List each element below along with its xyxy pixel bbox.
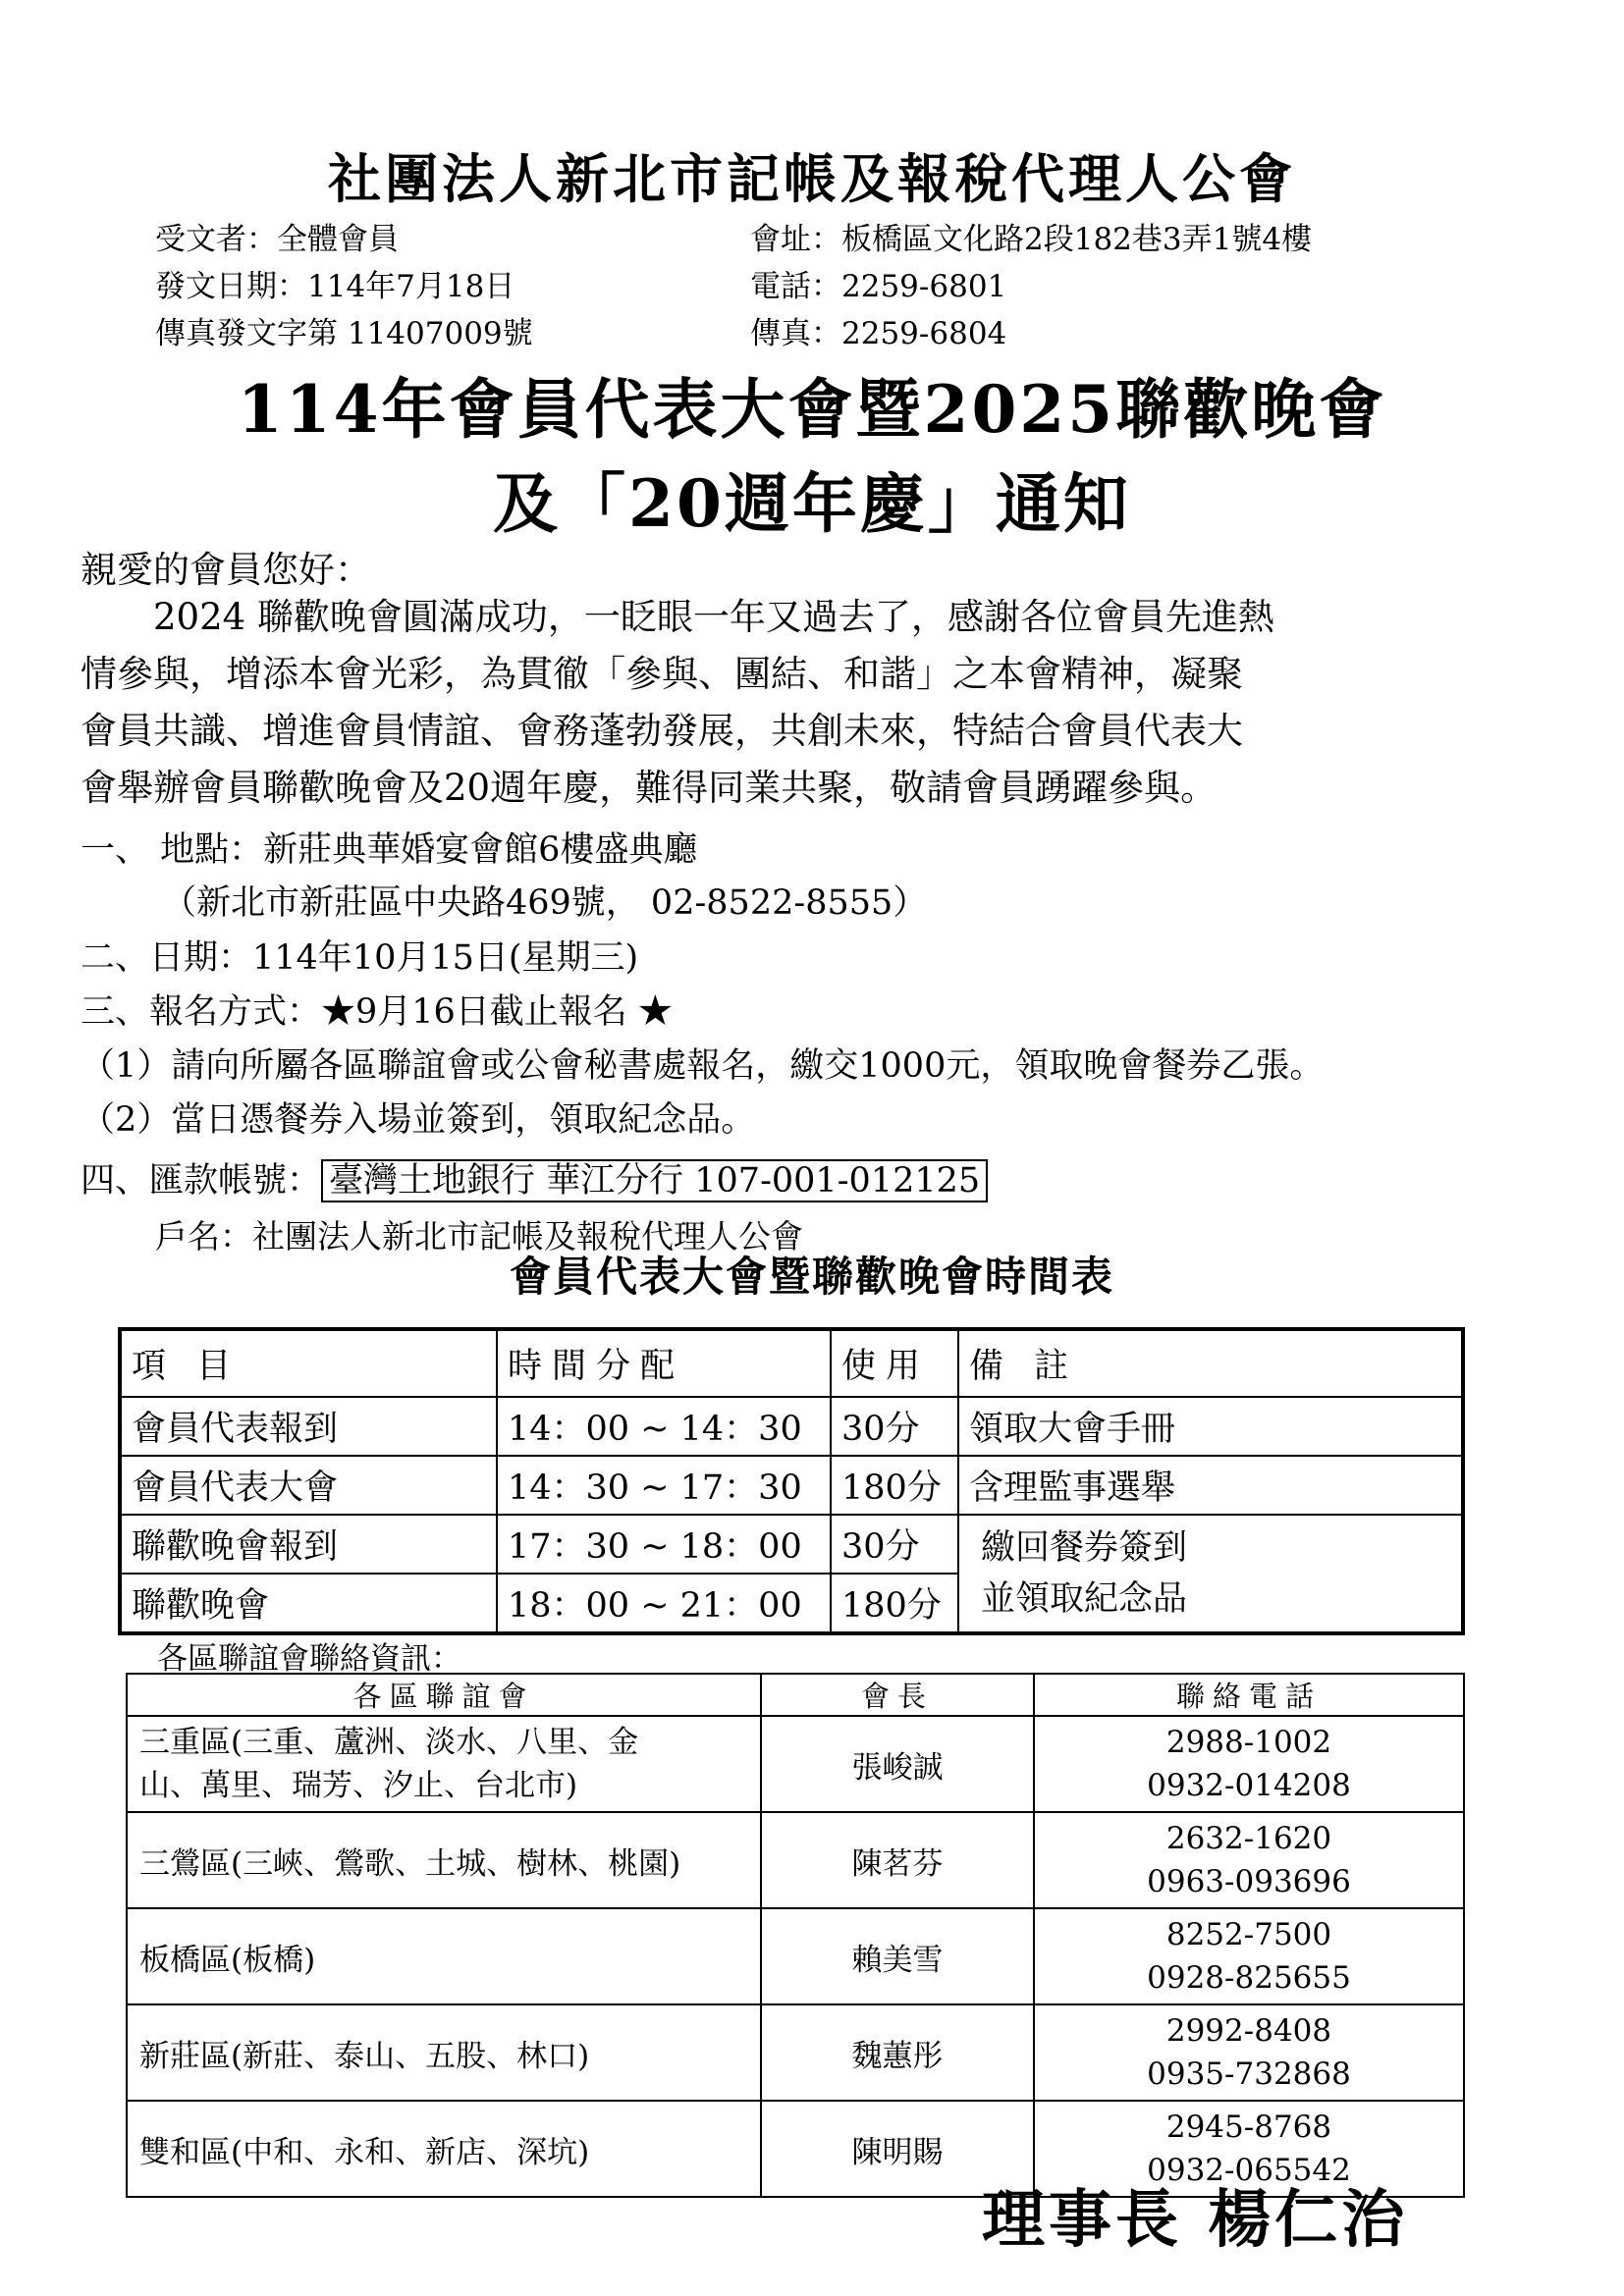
contact-chair: 賴美雪 <box>761 1908 1034 2004</box>
contact-area: 新莊區(新莊、泰山、五股、林口) <box>127 2004 761 2101</box>
contact-phone <box>1034 1908 1464 2004</box>
contact-phone-line: 2992-8408 <box>1165 2013 1332 2049</box>
contact-phone-line: 2945-8768 <box>1165 2109 1332 2145</box>
contact-row <box>127 1908 1464 2004</box>
contact-phone-mobile: 0932-014208 <box>1147 1768 1351 1803</box>
contact-phone-mobile: 0963-093696 <box>1147 1864 1351 1899</box>
organization-title: 社團法人新北市記帳及報稅代理人公會 <box>328 147 1296 210</box>
contact-phone <box>1034 1812 1464 1908</box>
office-address: 會址：板橋區文化路2段182巷3弄1號4樓 <box>750 222 1313 257</box>
schedule-header-note: 備 註 <box>958 1329 1463 1397</box>
account-name: 戶名：社團法人新北市記帳及報稅代理人公會 <box>155 1217 803 1255</box>
schedule-header-row <box>120 1329 1463 1397</box>
greeting: 親愛的會員您好： <box>81 549 371 591</box>
notice-title-line2: 及「20週年慶」通知 <box>493 465 1131 542</box>
schedule-header-duration: 使用 <box>831 1329 958 1397</box>
issue-date: 發文日期：114年7月18日 <box>155 269 515 304</box>
schedule-note: 繳回餐券簽到 <box>981 1528 1188 1568</box>
contact-chair: 魏蕙彤 <box>761 2004 1034 2101</box>
contacts-header-phone: 聯絡電話 <box>1034 1674 1464 1716</box>
contacts-label: 各區聯誼會聯絡資訊： <box>157 1641 461 1677</box>
office-fax: 傳真：2259-6804 <box>750 316 1007 351</box>
item-account <box>81 1153 988 1202</box>
recipient: 受文者：全體會員 <box>155 222 399 257</box>
schedule-duration: 180分 <box>831 1574 958 1633</box>
contact-phone-mobile: 0928-825655 <box>1147 1960 1351 1996</box>
schedule-item: 會員代表大會 <box>120 1456 497 1515</box>
schedule-time: 17：30 ~ 18：00 <box>497 1515 831 1574</box>
body-line-1: 2024 聯歡晚會圓滿成功，一眨眼一年又過去了，感謝各位會員先進熱 <box>81 596 1274 638</box>
item-location: 一、 地點：新莊典華婚宴會館6樓盛典廳 <box>81 830 698 870</box>
notice-title-line1: 114年會員代表大會暨2025聯歡晚會 <box>237 371 1387 448</box>
contact-row <box>127 1716 1464 1812</box>
contact-chair: 陳茗芬 <box>761 1812 1034 1908</box>
body-line-2: 情參與，增添本會光彩，為貫徹「參與、團結、和諧」之本會精神，凝聚 <box>81 653 1243 695</box>
schedule-row <box>120 1456 1463 1515</box>
schedule-header-time: 時間分配 <box>497 1329 831 1397</box>
item-registration-step-2: （2）當日憑餐券入場並簽到，領取紀念品。 <box>81 1100 756 1140</box>
contact-phone-mobile: 0932-065542 <box>1147 2153 1351 2188</box>
contact-phone <box>1034 1716 1464 1812</box>
schedule-item: 聯歡晚會 <box>120 1574 497 1633</box>
account-label: 四、匯款帳號： <box>81 1161 322 1201</box>
contact-row <box>127 2004 1464 2101</box>
schedule-row <box>120 1515 1463 1574</box>
item-location-detail: （新北市新莊區中央路469號， 02-8522-8555） <box>162 883 928 923</box>
contact-area-line: 三重區(三重、蘆洲、淡水、八里、金 <box>139 1725 639 1760</box>
contact-phone-line: 8252-7500 <box>1165 1917 1332 1952</box>
contact-area: 雙和區(中和、永和、新店、深坑) <box>127 2101 761 2197</box>
schedule-duration: 180分 <box>831 1456 958 1515</box>
contact-area <box>127 1716 761 1812</box>
schedule-time: 18：00 ~ 21：00 <box>497 1574 831 1633</box>
schedule-item: 會員代表報到 <box>120 1397 497 1456</box>
schedule-note: 並領取紀念品 <box>981 1579 1188 1619</box>
body-line-4: 會舉辦會員聯歡晚會及20週年慶，難得同業共聚，敬請會員踴躍參與。 <box>81 767 1218 809</box>
contact-phone-line: 2988-1002 <box>1165 1725 1332 1760</box>
document-number: 傳真發文字第 11407009號 <box>155 316 533 351</box>
contact-area: 三鶯區(三峽、鶯歌、土城、樹林、桃園) <box>127 1812 761 1908</box>
schedule-note: 領取大會手冊 <box>958 1397 1463 1456</box>
office-phone: 電話：2259-6801 <box>750 269 1007 304</box>
contact-chair: 陳明賜 <box>761 2101 1034 2197</box>
schedule-title: 會員代表大會暨聯歡晚會時間表 <box>509 1253 1114 1301</box>
contact-phone <box>1034 2004 1464 2101</box>
contact-phone-line: 2632-1620 <box>1165 1821 1332 1856</box>
contact-row <box>127 1812 1464 1908</box>
item-registration-step-1: （1）請向所屬各區聯誼會或公會秘書處報名，繳交1000元，領取晚會餐券乙張。 <box>81 1046 1325 1086</box>
schedule-table <box>118 1327 1465 1635</box>
schedule-row <box>120 1397 1463 1456</box>
contacts-header-row <box>127 1674 1464 1716</box>
schedule-time: 14：00 ~ 14：30 <box>497 1397 831 1456</box>
item-registration: 三、報名方式：★9月16日截止報名 ★ <box>81 992 673 1032</box>
contacts-table <box>126 1673 1465 2198</box>
body-line-3: 會員共識、增進會員情誼、會務蓬勃發展，共創未來，特結合會員代表大 <box>81 710 1243 752</box>
contact-area-line: 山、萬里、瑞芳、汐止、台北市) <box>139 1768 578 1803</box>
contact-area: 板橋區(板橋) <box>127 1908 761 2004</box>
contact-phone-mobile: 0935-732868 <box>1147 2056 1351 2092</box>
schedule-item: 聯歡晚會報到 <box>120 1515 497 1574</box>
contacts-header-chair: 會長 <box>761 1674 1034 1716</box>
contacts-header-area: 各區聯誼會 <box>127 1674 761 1716</box>
schedule-header-item: 項 目 <box>120 1329 497 1397</box>
schedule-time: 14：30 ~ 17：30 <box>497 1456 831 1515</box>
schedule-note-merged <box>958 1515 1463 1633</box>
schedule-duration: 30分 <box>831 1397 958 1456</box>
item-date: 二、日期：114年10月15日(星期三) <box>81 938 639 978</box>
contact-chair: 張峻誠 <box>761 1716 1034 1812</box>
schedule-duration: 30分 <box>831 1515 958 1574</box>
schedule-note: 含理監事選舉 <box>958 1456 1463 1515</box>
account-number-box: 臺灣土地銀行 華江分行 107-001-012125 <box>321 1159 988 1202</box>
chairman-signature: 理事長 楊仁治 <box>982 2183 1409 2257</box>
